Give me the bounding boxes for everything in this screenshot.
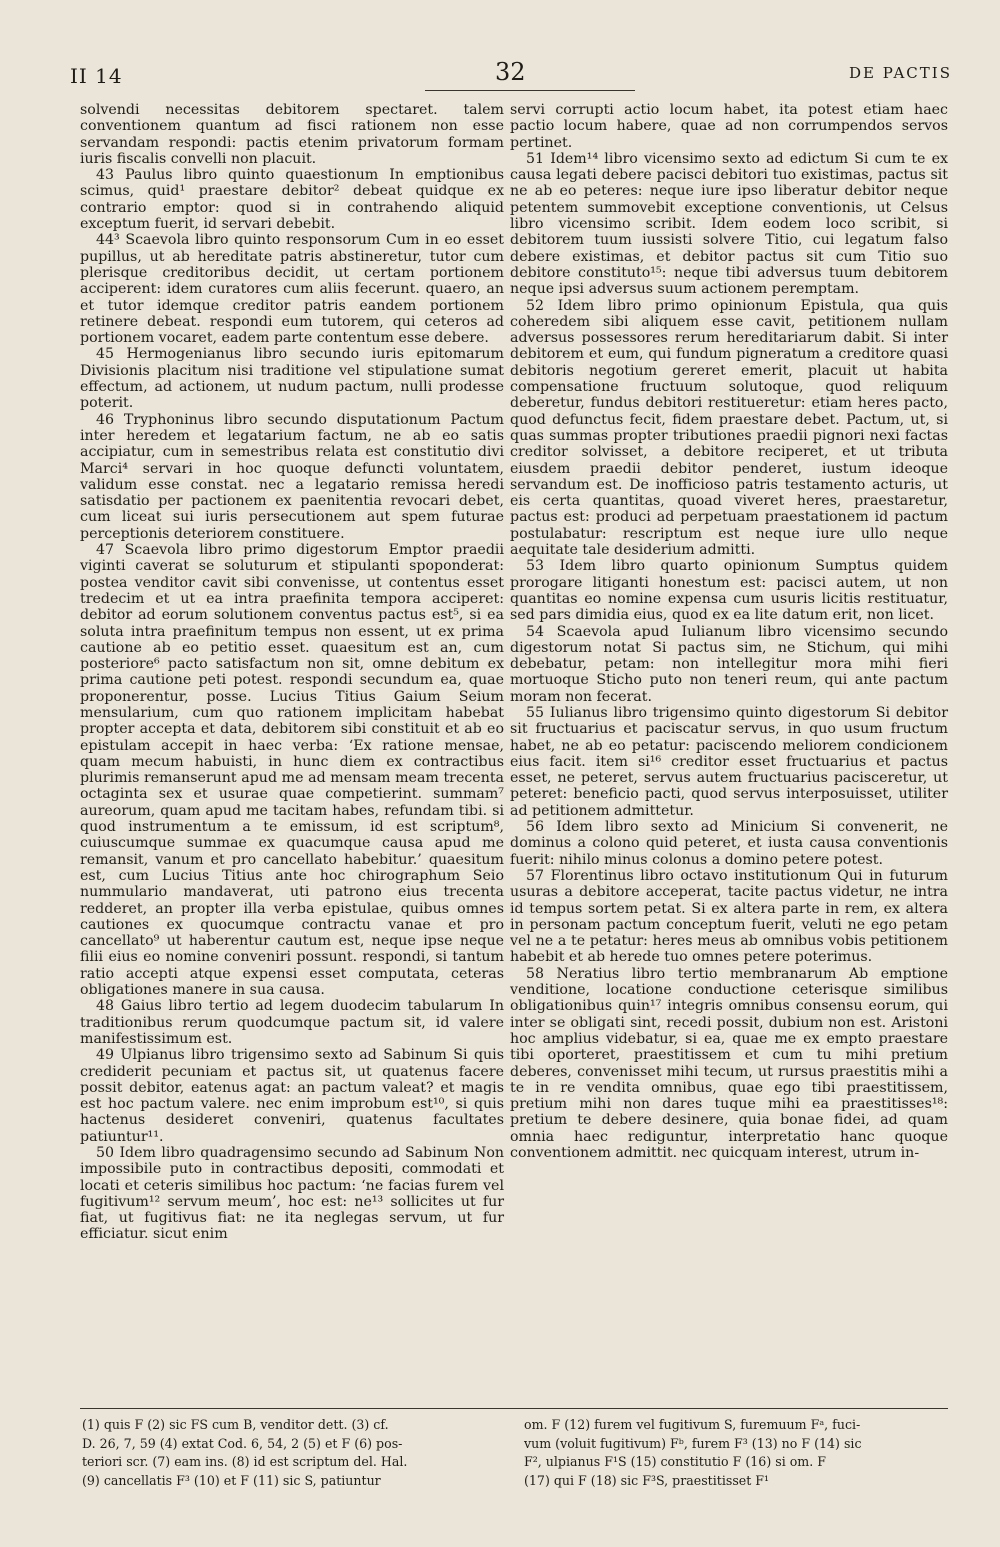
paragraph: 53 Idem libro quarto opinionum Sumptus quidem prorogare litiganti honestum est: pacisci autem, ut non quantitas eo nomine expensa cum usuris licitis restituatur, sed pars dimidia eius, quod ex ea lite datum erit, non licet. xyxy=(510,558,948,624)
footnote-line: (9) cancellatis F³ (10) et F (11) sic S, patiuntur xyxy=(82,1472,381,1488)
footnote-line: (1) quis F (2) sic FS cum B, venditor dett. (3) cf. xyxy=(82,1417,389,1432)
paragraph: 44³ Scaevola libro quinto responsorum Cum in eo esset pupillus, ut ab hereditate patris abstineretur, tutor cum plerisque creditoribus decidit, ut certam portionem acciperent: idem curatores cum aliis fecerunt. quaero, an et tutor idemque creditor patris eandem portionem retinere debeat. respondi eum tutorem, qui ceteros ad portionem vocaret, eadem parte contentum esse debere. xyxy=(80,232,504,347)
right-text-column xyxy=(510,102,948,1161)
paragraph: 57 Florentinus libro octavo institutionum Qui in futurum usuras a debitore acceperat, tacite pactus videtur, ne intra id tempus sortem petat. Si ex altera parte in rem, ex altera in personam pactum conceptum fuerit, veluti ne ego petam vel ne a te petatur: heres meus ab omnibus vobis petitionem habebit et ab herede tuo omnes petere poterimus. xyxy=(510,867,948,966)
paragraph: 46 Tryphoninus libro secundo disputationum Pactum inter heredem et legatarium factum, ne ab eo satis accipiatur, cum in semestribus relata est constitutio divi Marci⁴ servari in hoc quoque defuncti voluntatem, validum esse constat. nec a legatario remissa heredi satisdatio per pactionem ex paenitentia revocari debet, cum liceat sui iuris persecutionem aut spem futurae perceptionis deteriorem constituere. xyxy=(80,411,504,542)
footnote-line: F², ulpianus F¹S (15) constitutio F (16) si om. F xyxy=(524,1454,826,1469)
running-title: DE PACTIS xyxy=(849,64,952,82)
page-header xyxy=(70,58,952,90)
page-number: 32 xyxy=(495,58,526,86)
footnotes-left xyxy=(82,1416,512,1490)
paragraph: 47 Scaevola libro primo digestorum Emptor praedii viginti caverat se soluturum et stipulanti spoponderat: postea venditor cavit sibi convenisse, ut contentus esset tredecim et ut ea intra praefinita tempora acciperet: debitor ad eorum solutionem conventus pactus est⁵, si ea soluta intra praefinitum tempus non essent, ut ex prima cautione ab eo petitio esset. quaesitum est an, cum posteriore⁶ pacto satisfactum non sit, omne debitum ex prima cautione peti potest. respondi secundum ea, quae proponerentur, posse. Lucius Titius Gaium Seium mensularium, cum quo rationem implicitam habebat propter accepta et data, debitorem sibi constituit et ab eo epistulam accepit in haec verba: ‘Ex ratione mensae, quam mecum habuisti, in hunc diem ex contractibus plurimis remanserunt apud me ad mensam meam trecenta octaginta sex et usurae quae competierint. summam⁷ aureorum, quam apud me tacitam habes, refundam tibi. si quod instrumentum a te emissum, id est scriptum⁸, cuiuscumque summae ex quacumque causa apud me remansit, vanum et pro cancellato habebitur.’ quaesitum est, cum Lucius Titius ante hoc chirographum Seio nummulario mandaverat, uti patrono eius trecenta redderet, an propter illa verba epistulae, quibus omnes cautiones ex quocumque contractu vanae et pro cancellato⁹ ut haberentur cautum est, neque ipse neque filii eius eo nomine conveniri possunt. respondi, si tantum ratio accepti atque expensi esset computata, ceteras obligationes manere in sua causa. xyxy=(80,542,504,999)
left-text-column xyxy=(80,102,504,1243)
paragraph: 43 Paulus libro quinto quaestionum In emptionibus scimus, quid¹ praestare debitor² debeat quidque ex contrario emptor: quod si in contrahendo aliquid exceptum fuerit, id servari debebit. xyxy=(80,167,504,233)
footnote-line: vum (voluit fugitivum) Fᵇ, furem F³ (13) no F (14) sic xyxy=(524,1435,862,1451)
paragraph: 55 Iulianus libro trigensimo quinto digestorum Si debitor sit fructuarius et paciscatur servus, in quo usum fructum habet, ne ab eo petatur: paciscendo meliorem condicionem eius facit. item si¹⁶ creditor esset fructuarius et pactus esset, ne peteret, servus autem fructuarius pacisceretur, ut peteret: beneficio pacti, quod servus interposuisset, utiliter ad petitionem admittetur. xyxy=(510,704,948,819)
footnotes-right xyxy=(524,1416,948,1490)
footnote-line: (17) qui F (18) sic F³S, praestitisset F¹ xyxy=(524,1472,770,1488)
paragraph: solvendi necessitas debitorem spectaret. talem conventionem quantum ad fisci rationem non esse servandam respondi: pactis etenim privatorum formam iuris fiscalis convelli non placuit. xyxy=(80,102,504,167)
paragraph: 52 Idem libro primo opinionum Epistula, qua quis coheredem sibi aliquem esse cavit, petitionem nullam adversus possessores rerum hereditariarum dabit. Si inter debitorem et eum, qui fundum pigneratum a creditore quasi debitoris negotium gereret emerit, placuit ut habita compensatione fructuum solutoque, quod reliquum deberetur, fundus debitori restitueretur: etiam heres pacto, quod defunctus fecit, fidem praestare debet. Pactum, ut, si quas summas propter tributiones praedii pignori nexi factas creditor solvisset, a debitore reciperet, et ut tributa eiusdem praedii debitor penderet, iustum ideoque servandum est. De inofficioso patris testamento acturis, ut eis certa quantitas, quoad viveret heres, praestaretur, pactus est: produci ad perpetuam praestationem id pactum postulabatur: rescriptum est neque iure ullo neque aequitate tale desiderium admitti. xyxy=(510,297,948,559)
paragraph: 49 Ulpianus libro trigensimo sexto ad Sabinum Si quis crediderit pecuniam et pactus sit, ut quatenus facere possit debitor, eatenus agat: an pactum valeat? et magis est hoc pactum valere. nec enim improbum est¹⁰, si quis hactenus desideret conveniri, quatenus facultates patiuntur¹¹. xyxy=(80,1047,504,1145)
paragraph: 45 Hermogenianus libro secundo iuris epitomarum Divisionis placitum nisi traditione vel stipulatione sumat effectum, ad actionem, ut nudum pactum, nulli prodesse poterit. xyxy=(80,346,504,412)
paragraph: 54 Scaevola apud Iulianum libro vicensimo secundo digestorum notat Si pactus sim, ne Stichum, qui mihi debebatur, petam: non intellegitur mora mihi fieri mortuoque Sticho puto non teneri reum, qui ante pactum moram non fecerat. xyxy=(510,623,948,705)
footnote-line: om. F (12) furem vel fugitivum S, furemuum Fᵃ, fuci- xyxy=(524,1417,861,1432)
paragraph: 58 Neratius libro tertio membranarum Ab emptione venditione, locatione conductione ceterisque similibus obligationibus quin¹⁷ integris omnibus consensu eorum, qui inter se obligati sint, recedi possit, dubium non est. Aristoni hoc amplius videbatur, si ea, quae me ex empto praestare tibi oporteret, praestitissem et cum tu mihi pretium deberes, convenisset mihi tecum, ut rursus praestitis mihi a te in re vendita omnibus, quae ego tibi praestitissem, pretium mihi non dares tuque mihi ea praestitisses¹⁸: pretium te debere desinere, quia bonae fidei, ad quam omnia haec rediguntur, interpretatio hanc quoque conventionem admittit. nec quicquam interest, utrum in- xyxy=(510,965,948,1161)
header-rule xyxy=(425,90,635,91)
footnote-rule xyxy=(80,1408,948,1409)
footnote-line: D. 26, 7, 59 (4) extat Cod. 6, 54, 2 (5) et F (6) pos- xyxy=(82,1435,403,1451)
paragraph: 48 Gaius libro tertio ad legem duodecim tabularum In traditionibus rerum quodcumque pactum sit, id valere manifestissimum est. xyxy=(80,998,504,1047)
paragraph: 56 Idem libro sexto ad Minicium Si convenerit, ne dominus a colono quid peteret, et iusta causa conventionis fuerit: nihilo minus colonus a domino petere potest. xyxy=(510,819,948,868)
paragraph: 50 Idem libro quadragensimo secundo ad Sabinum Non impossibile puto in contractibus depositi, commodati et locati et ceteris similibus hoc pactum: ‘ne facias furem vel fugitivum¹² servum meum’, hoc est: ne¹³ sollicites ut fur fiat, ut fugitivus fiat: ne ita neglegas servum, ut fur efficiatur. sicut enim xyxy=(80,1145,504,1243)
paragraph: 51 Idem¹⁴ libro vicensimo sexto ad edictum Si cum te ex causa legati debere pacisci debitori tuo existimas, pactus sit ne ab eo peteres: neque iure ipso liberatur debitor neque petentem summovebit exceptione conventionis, ut Celsus libro vicensimo scribit. Idem eodem loco scribit, si debitorem tuum iussisti solvere Titio, cui legatum falso debere existimas, et debitor pactus sit cum Titio suo debitore constituto¹⁵: neque tibi adversus tuum debitorem neque ipsi adversus suum actionem peremptam. xyxy=(510,150,948,298)
footnote-line: teriori scr. (7) eam ins. (8) id est scriptum del. Hal. xyxy=(82,1454,408,1469)
paragraph: servi corrupti actio locum habet, ita potest etiam haec pactio locum habere, quae ad non corrumpendos servos pertinet. xyxy=(510,102,948,151)
book-title-reference: II 14 xyxy=(70,64,123,88)
